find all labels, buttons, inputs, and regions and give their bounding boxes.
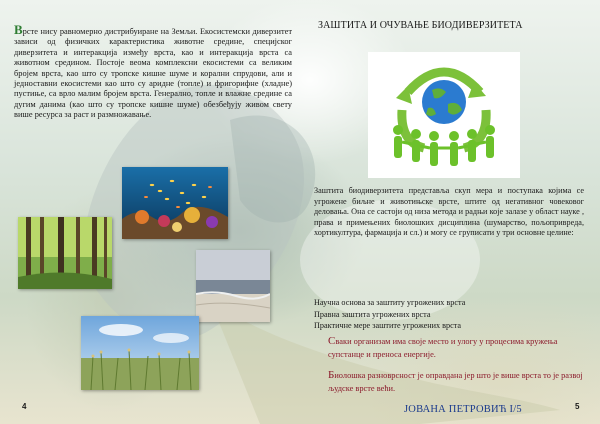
forest-photo xyxy=(18,217,112,289)
note-organisms-text: вaки организам има своје место и улогу у процесима кружења супстанце и преноса енергије. xyxy=(328,337,558,359)
list-item: Практичне мере заштите угрожених врста xyxy=(314,321,462,330)
note-organisms xyxy=(328,335,584,361)
right-page-number: 5 xyxy=(575,402,580,411)
coral-reef-photo xyxy=(122,167,228,239)
note-biodiversity-text: иолошка разноврсност је оправдана јер што је више врста то је развој људске врсте већи. xyxy=(328,371,583,393)
recycle-globe-people-icon xyxy=(368,52,520,183)
author-name: ЈОВАНА ПЕТРОВИЋ I/5 xyxy=(404,404,522,415)
list-item: Правна заштита угрожених врста xyxy=(314,309,431,319)
left-page-number: 4 xyxy=(22,402,27,411)
list-item: Научна основа за заштиту угрожених врста xyxy=(314,298,466,307)
note-biodiversity xyxy=(328,369,584,395)
note-organisms-cap: С xyxy=(328,335,336,347)
right-paragraph: Заштита биодиверзитета представља скуп мера и поступака којима се угрожене биљне и животињске врсте, штите од негативног човековог деловања. Она се састоји од низа метода и радњи које залазе у област науке , права и примењених биолошких дисциплина (шумарство, пољопривреда, хортикултура, фармација и сл.) и могу се груписати у три основне целине: xyxy=(314,186,584,238)
page-title: ЗАШТИТА И ОЧУВАЊЕ БИОДИВЕРЗИТЕТА xyxy=(318,20,523,31)
measures-list xyxy=(314,297,584,332)
note-biodiversity-cap: Б xyxy=(328,369,335,381)
left-paragraph xyxy=(14,22,292,121)
left-paragraph-text: рсте нису равномерно дистрибуиране на Земљи. Екосистемски диверзитет зависи од физичких карактеристика животне средине, специјског диверзитета и интеракција између врста, као и интеракција врста са животном средином. Постоје веома комплексни екосистеми са великим бројем врста, као што су тропске кишне шуме и корални спрудови, али и једноставни екосистеми као што су аридне (топле) и фригорифне (хладне) пустиње, са врло малим бројем врста. Генерално, топле и влажне средине са дугим данима (као што су тропске кишне шуме) обезбеђују живом свету више ресурса за раст и размножавање. xyxy=(14,27,292,120)
meadow-photo xyxy=(81,316,199,390)
beach-photo xyxy=(196,250,270,322)
dropcap-letter: В xyxy=(14,22,23,37)
